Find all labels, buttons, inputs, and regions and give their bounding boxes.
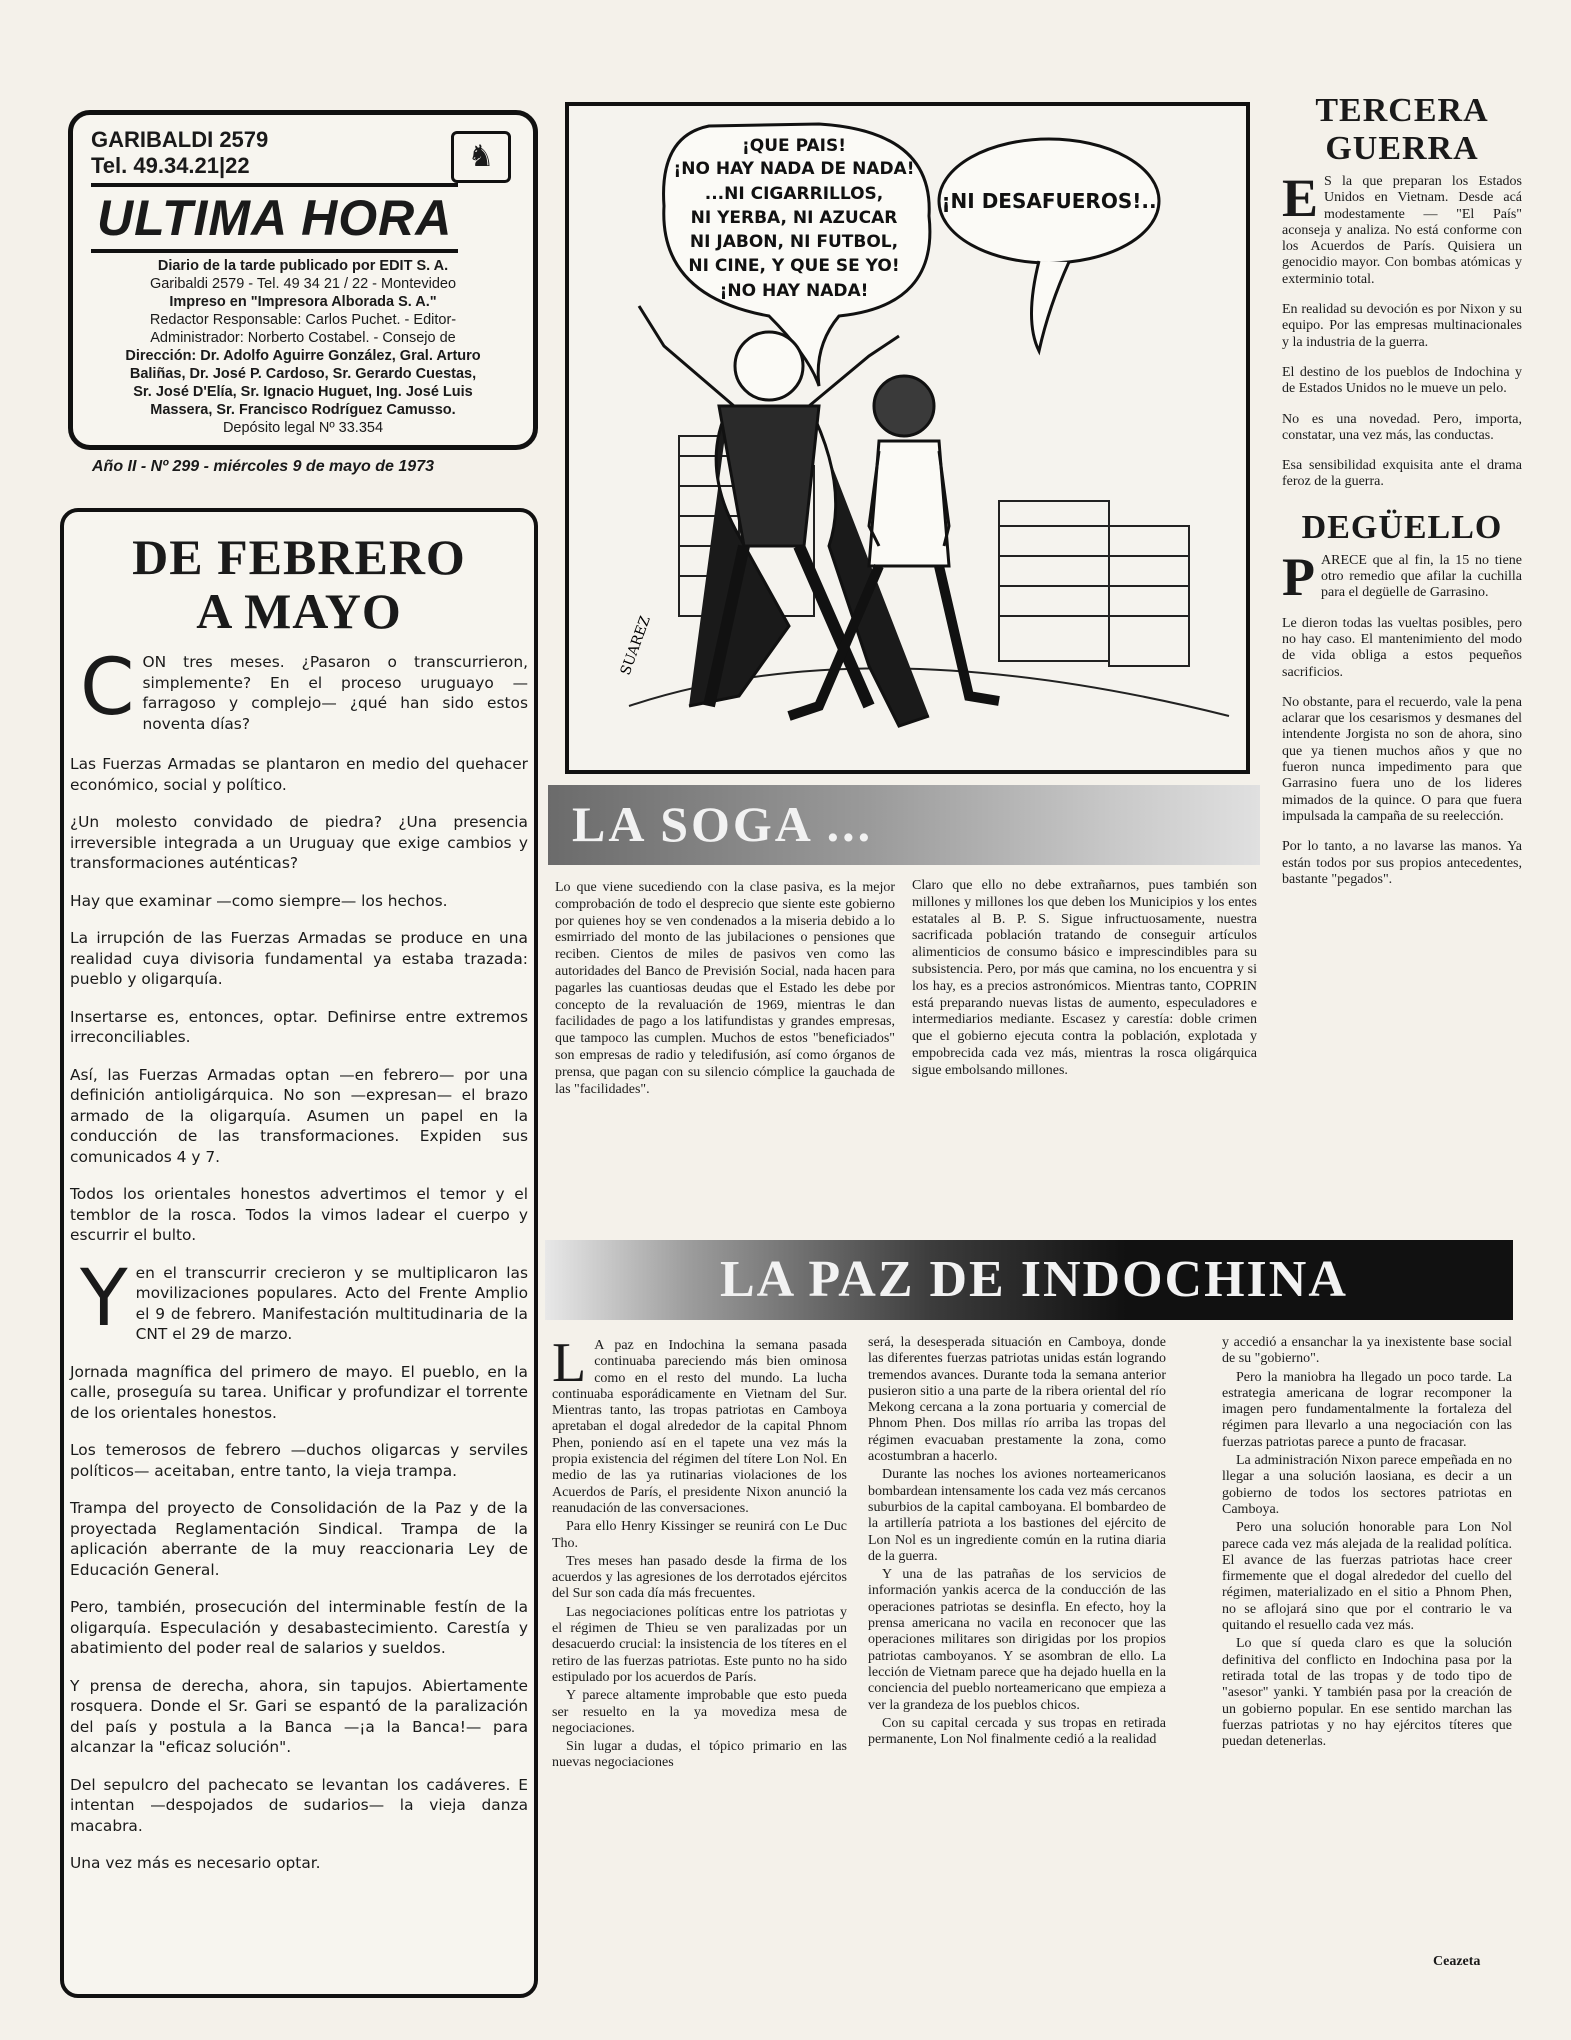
soga-title: LA SOGA ... [572, 796, 874, 852]
masthead-line: Baliñas, Dr. José P. Cardoso, Sr. Gerardo Cuestas, [129, 366, 477, 382]
masthead-line: Redactor Responsable: Carlos Puchet. - Editor- [149, 312, 457, 328]
deguello-body [1282, 546, 1522, 888]
indochina-paragraph: Con su capital cercada y sus tropas en retirada permanente, Lon Nol finalmente cedió a la realidad [868, 1715, 1166, 1748]
masthead-line: Garibaldi 2579 - Tel. 49 34 21 / 22 - Montevideo [149, 276, 457, 292]
masthead-line: Massera, Sr. Francisco Rodríguez Camusso. [150, 402, 456, 418]
tercera-body [1282, 168, 1522, 491]
drop-cap: Y [80, 1253, 128, 1344]
drop-cap: P [1282, 546, 1315, 607]
indochina-paragraph: y accedió a ensanchar la ya inexistente base social de su "gobierno". [1222, 1335, 1512, 1367]
editorial-paragraph: Una vez más es necesario optar. [70, 1854, 321, 1872]
editorial-paragraph: ¿Un molesto convidado de piedra? ¿Una presencia irreversible integrada a un Uruguay que exige cambios y transformaciones auténticas? [70, 813, 528, 872]
masthead-phone: Tel. 49.34.21|22 [91, 153, 250, 178]
tercera-paragraph: S la que preparan los Estados Unidos en Vietnam. Desde acá modestamente — "El País" aconseja y analiza. No está conforme con los Acuerdos de París. Quisiera un genocidio mayor. Con bombas atómicas y exterminio total. [1282, 174, 1522, 287]
masthead-line: Impreso en "Impresora Alborada S. A." [169, 294, 437, 310]
indochina-paragraph: Para ello Henry Kissinger se reunirá con Le Duc Tho. [552, 1519, 847, 1551]
bubble-text: NI JABON, NI FUTBOL, [689, 232, 899, 252]
bubble-text: NI YERBA, NI AZUCAR [690, 208, 898, 228]
indochina-paragraph: Durante las noches los aviones norteamericanos bombardean intensamente los cada vez más cercanos suburbios de la capital camboyana. El bombardeo de la artillería patriota a los bastiones del ejército de Lon Nol es un ingrediente común en la rutina diaria de la guerra. [868, 1467, 1166, 1564]
editorial-paragraph: Del sepulcro del pachecato se levantan los cadáveres. E intentan —despojados de sudarios— la vieja danza macabra. [70, 1775, 528, 1835]
soga-column: Lo que viene sucediendo con la clase pasiva, es la mejor comprobación de todo el desprecio que siente este gobierno por quienes hoy se ven condenados a la miseria debido a lo esmirriado del monto de las jubilaciones o pensiones que reciben. Cientos de miles de pasivos ven como las autoridades del Banco de Previsión Social, nada hacen para pagarles las cuantiosas deudas que el Estado les debe por concepto de la revaluación de 1969, mientras le dan facilidades de pago a los latifundistas y grandes empresas, que tampoco las cumplen. Muchos de estos "beneficiados" son empresas de radio y teledifusión, así como órganos de prensa, que pagan con su silencio cómplice la gauchada de las "facilidades". [555, 880, 895, 1097]
deguello-paragraph: Le dieron todas las vueltas posibles, pero no hay caso. El mantenimiento del modo de vida obliga a estos pequeños sacrificios. [1282, 615, 1522, 680]
indochina-paragraph: Lo que sí queda claro es que la solución definitiva del conflicto en Indochina pasa por la retirada total de las tropas y de todo tipo de "asesor" yanki. Y también pasa por la creación de un gobierno popular. En ese sentido marchan las fuerzas patriotas y no hay ejércitos títeres que puedan detenerlas. [1222, 1636, 1512, 1750]
editorial-body [70, 643, 528, 1874]
tercera-paragraph: El destino de los pueblos de Indochina y de Estados Unidos no le mueve un pelo. [1282, 364, 1522, 397]
deguello-paragraph: Por lo tanto, a no lavarse las manos. Ya están todos por sus propios antecedentes, bastante "pegados". [1282, 839, 1522, 887]
editorial-paragraph: Insertarse es, entonces, optar. Definirse entre extremos irreconciliables. [70, 1007, 528, 1046]
indochina-column [552, 1332, 847, 1774]
indochina-paragraph: Las negociaciones políticas entre los patriotas y el régimen de Thieu se ven paralizadas por un desacuerdo crucial: la insistencia de los títeres en el retiro de las fuerzas patriotas. Este punto no ha sido estipulado por los acuerdos de París. [552, 1604, 847, 1685]
editorial-paragraph: Hay que examinar —como siempre— los hechos. [70, 891, 448, 910]
indochina-paragraph: La administración Nixon parece empeñada en no llegar a una solución laosiana, es decir a un gobierno de todos los sectores patriotas en Camboya. [1222, 1453, 1512, 1517]
editorial-article [60, 508, 538, 1998]
right-column [1282, 92, 1522, 902]
drop-cap: L [552, 1332, 587, 1394]
editorial-paragraph: Pero, también, prosecución del interminable festín de la oligarquía. Especulación y desabastecimiento. Carestía y abatimiento del poder real de salarios y sueldos. [70, 1598, 528, 1657]
tercera-title-line: GUERRA [1325, 130, 1479, 167]
bubble-text: ...NI CIGARRILLOS, [704, 184, 884, 204]
indochina-paragraph: Pero la maniobra ha llegado un poco tarde. La estrategia americana de lograr recomponer la imagen pero fundamentalmente la fortaleza del régimen para llevarlo a una negociación con las fuerzas patriotas parece a punto de fracasar. [1222, 1369, 1512, 1450]
issue-line: Año II - Nº 299 - miércoles 9 de mayo de 1973 [92, 458, 434, 475]
bubble-text: ¡NO HAY NADA DE NADA! [673, 159, 915, 179]
indochina-banner [545, 1240, 1513, 1320]
soga-column: Claro que ello no debe extrañarnos, pues también son millones y millones los que deben los Municipios y los entes estatales al B. P. S. Sigue infructuosamente, nuestra sacrificada población tratando de conseguir artículos alimenticios de consumo básico e imprescindibles para su subsistencia. Pero, por más que camina, no los encuentra y si los hay, es a precios astronómicos. Mientras tanto, COPRIN está preparando nuevas listas de aumento, especuladores e intermediarios mediante. Escasez y carestía: doble crimen que el gobierno ejecuta contra la población, explotada y empobrecida cada vez más, mientras la rosca oligárquica sigue embolsando millones. [912, 878, 1257, 1078]
indochina-paragraph: Y parece altamente improbable que esto pueda ser resuelto en la ya movediza mesa de negociaciones. [552, 1688, 847, 1736]
indochina-paragraph: Sin lugar a dudas, el tópico primario en las nuevas negociaciones [552, 1739, 847, 1771]
editorial-paragraph: Las Fuerzas Armadas se plantaron en medio del quehacer económico, social y político. [70, 755, 528, 794]
bubble-text: ¡QUE PAIS! [742, 136, 846, 156]
drop-cap: C [80, 643, 135, 733]
editorial-paragraph: Así, las Fuerzas Armadas optan —en febrero— por una definición antioligárquica. No son —expresan— el brazo armado de la oligarquía. Asumen un papel en la conducción de las transformaciones. Expiden sus comunicados 4 y 7. [70, 1065, 528, 1166]
indochina-paragraph: Y una de las patrañas de los servicios de información yankis acerca de la conducción de las operaciones patriotas se desinfla. En efecto, hoy la prensa americana no vacila en reconocer que las operaciones militares son dirigidas por los propios patriotas camboyanos. Y se asombran de ello. La lección de Vietnam parece que ha dejado huella en la conciencia del pueblo norteamericano que empieza a ver la grandeza de los pueblos chicos. [868, 1567, 1166, 1713]
indochina-title: LA PAZ DE INDOCHINA [720, 1251, 1348, 1308]
indochina-column [1222, 1335, 1512, 1752]
editorial-title-line: A MAYO [196, 583, 402, 639]
editorial-paragraph: Y prensa de derecha, ahora, sin tapujos. Abiertamente rosquera. Donde el Sr. Gari se espantó de la paralización del país y postula a la Banca —¡a la Banca!— para alcanzar la "eficaz solución". [70, 1676, 528, 1756]
masthead-line: Administrador: Norberto Costabel. - Consejo de [150, 330, 456, 346]
bubble-text: ¡NI DESAFUEROS!.. [941, 189, 1157, 213]
deguello-title: DEGÜELLO [1301, 508, 1503, 546]
masthead-line: Dirección: Dr. Adolfo Aguirre González, Gral. Arturo [125, 348, 481, 364]
indochina-column [868, 1335, 1166, 1750]
masthead-address: GARIBALDI 2579 [91, 127, 269, 152]
cartoon-drawing [569, 106, 1246, 770]
deguello-paragraph: ARECE que al fin, la 15 no tiene otro remedio que afilar la cuchilla para el degüelle de Garrasino. [1321, 552, 1522, 601]
editorial-paragraph: en el transcurrir crecieron y se multiplicaron las movilizaciones populares. Acto del Frente Amplio el 9 de febrero. Manifestación multitudinaria de la CNT el 29 de marzo. [135, 1263, 528, 1343]
masthead-line: Sr. José D'Elía, Sr. Ignacio Huguet, Ing. José Luis [133, 384, 473, 400]
bubble-text: NI CINE, Y QUE SE YO! [688, 256, 900, 276]
tercera-paragraph: Esa sensibilidad exquisita ante el drama feroz de la guerra. [1282, 458, 1522, 490]
editorial-paragraph: ON tres meses. ¿Pasaron o transcurrieron, simplemente? En el proceso uruguayo —farragoso y complejo— ¿qué han sido estos noventa días? [142, 653, 528, 733]
political-cartoon [565, 102, 1250, 774]
tercera-paragraph: No es una novedad. Pero, importa, constatar, una vez más, las conductas. [1282, 411, 1522, 443]
editorial-paragraph: Trampa del proyecto de Consolidación de la Paz y de la proyectada Reglamentación Sindical. Trampa de la aplicación aberrante de la muy reaccionaria Ley de Educación General. [70, 1499, 528, 1579]
masthead-box [68, 110, 538, 450]
editorial-paragraph: La irrupción de las Fuerzas Armadas se produce en una realidad cuya divisoria fundamental ya estaba trazada: pueblo y oligarquía. [70, 929, 528, 988]
deguello-paragraph: No obstante, para el recuerdo, vale la pena aclarar que los cesarismos y desmanes del intendente Jorgista no son de ahora, sino que ya tienen muchos años y que no fueron nunca impedimento para que Garrasino fuera uno de los lideres mimados de la quince. O para que fuera impulsada la campaña de su reelección. [1282, 694, 1522, 824]
indochina-paragraph: Tres meses han pasado desde la firma de los acuerdos y las agresiones de los derrotados ejércitos del Sur son cada día más frecuentes. [552, 1553, 847, 1602]
indochina-paragraph: será, la desesperada situación en Camboya, donde las diferentes fuerzas patriotas unidas están logrando tremendos avances. Durante toda la semana anterior pusieron sitio a una parte de la ribera oriental del río Mekong cercana a la zona portuaria y comercial de Phnom Phen. Dos millas río arriba las tropas del régimen evacuaban prestamente la zona, como acostumbran a hacerlo. [868, 1335, 1166, 1465]
masthead-line: Diario de la tarde publicado por EDIT S. A. [157, 258, 449, 274]
editorial-paragraph: Jornada magnífica del primero de mayo. El pueblo, en la calle, proseguía su tarea. Unificar y profundizar el torrente de los orientales honestos. [70, 1362, 528, 1422]
tercera-paragraph: En realidad su devoción es por Nixon y su equipo. Por las empresas multinacionales y la industria de la guerra. [1282, 302, 1522, 350]
newspaper-logo: ULTIMA HORA [91, 183, 458, 253]
editorial-paragraph: Todos los orientales honestos advertimos el temor y el temblor de la rosca. Todos la vimos ladear el cuerpo y escurrir el bulto. [70, 1185, 528, 1244]
indochina-signature: Ceazeta [1433, 1954, 1481, 1969]
horseman-logo-icon: ♞ [451, 131, 511, 183]
indochina-paragraph: Pero una solución honorable para Lon Nol parece cada vez más alejada de la realidad política. El avance de las fuerzas patriotas hace creer firmemente que el dogal alrededor del cuello del régimen, materializado en el sitio a Phnom Phen, no se aflojará sino que por el contrario le va quitando el resuello cada vez más. [1222, 1520, 1512, 1634]
drop-cap: E [1282, 168, 1319, 228]
soga-banner [548, 785, 1260, 865]
tercera-title-line: TERCERA [1315, 92, 1489, 129]
bubble-text: ¡NO HAY NADA! [719, 281, 869, 301]
masthead-line: Depósito legal Nº 33.354 [222, 420, 384, 436]
indochina-paragraph: A paz en Indochina la semana pasada continuaba pareciendo más bien ominosa como en el resto del mundo. La lucha continuaba esporádicamente en Vietnam del Sur. Mientras tanto, las tropas patriotas en Camboya apretaban el dogal alrededor de la capital Phnom Phen, poniendo así en el tapete una vez más la propia existencia del régimen del títere Lon Nol. En medio de las ya rutinarias violaciones de los Acuerdos de París, el presidente Nixon anunció la reanudación de las conversaciones. [552, 1338, 847, 1516]
editorial-title-line: DE FEBRERO [132, 529, 466, 585]
editorial-paragraph: Los temerosos de febrero —duchos oligarcas y serviles políticos— aceitaban, entre tanto, la vieja trampa. [70, 1441, 528, 1480]
cartoonist-signature: SUAREZ [617, 614, 654, 678]
